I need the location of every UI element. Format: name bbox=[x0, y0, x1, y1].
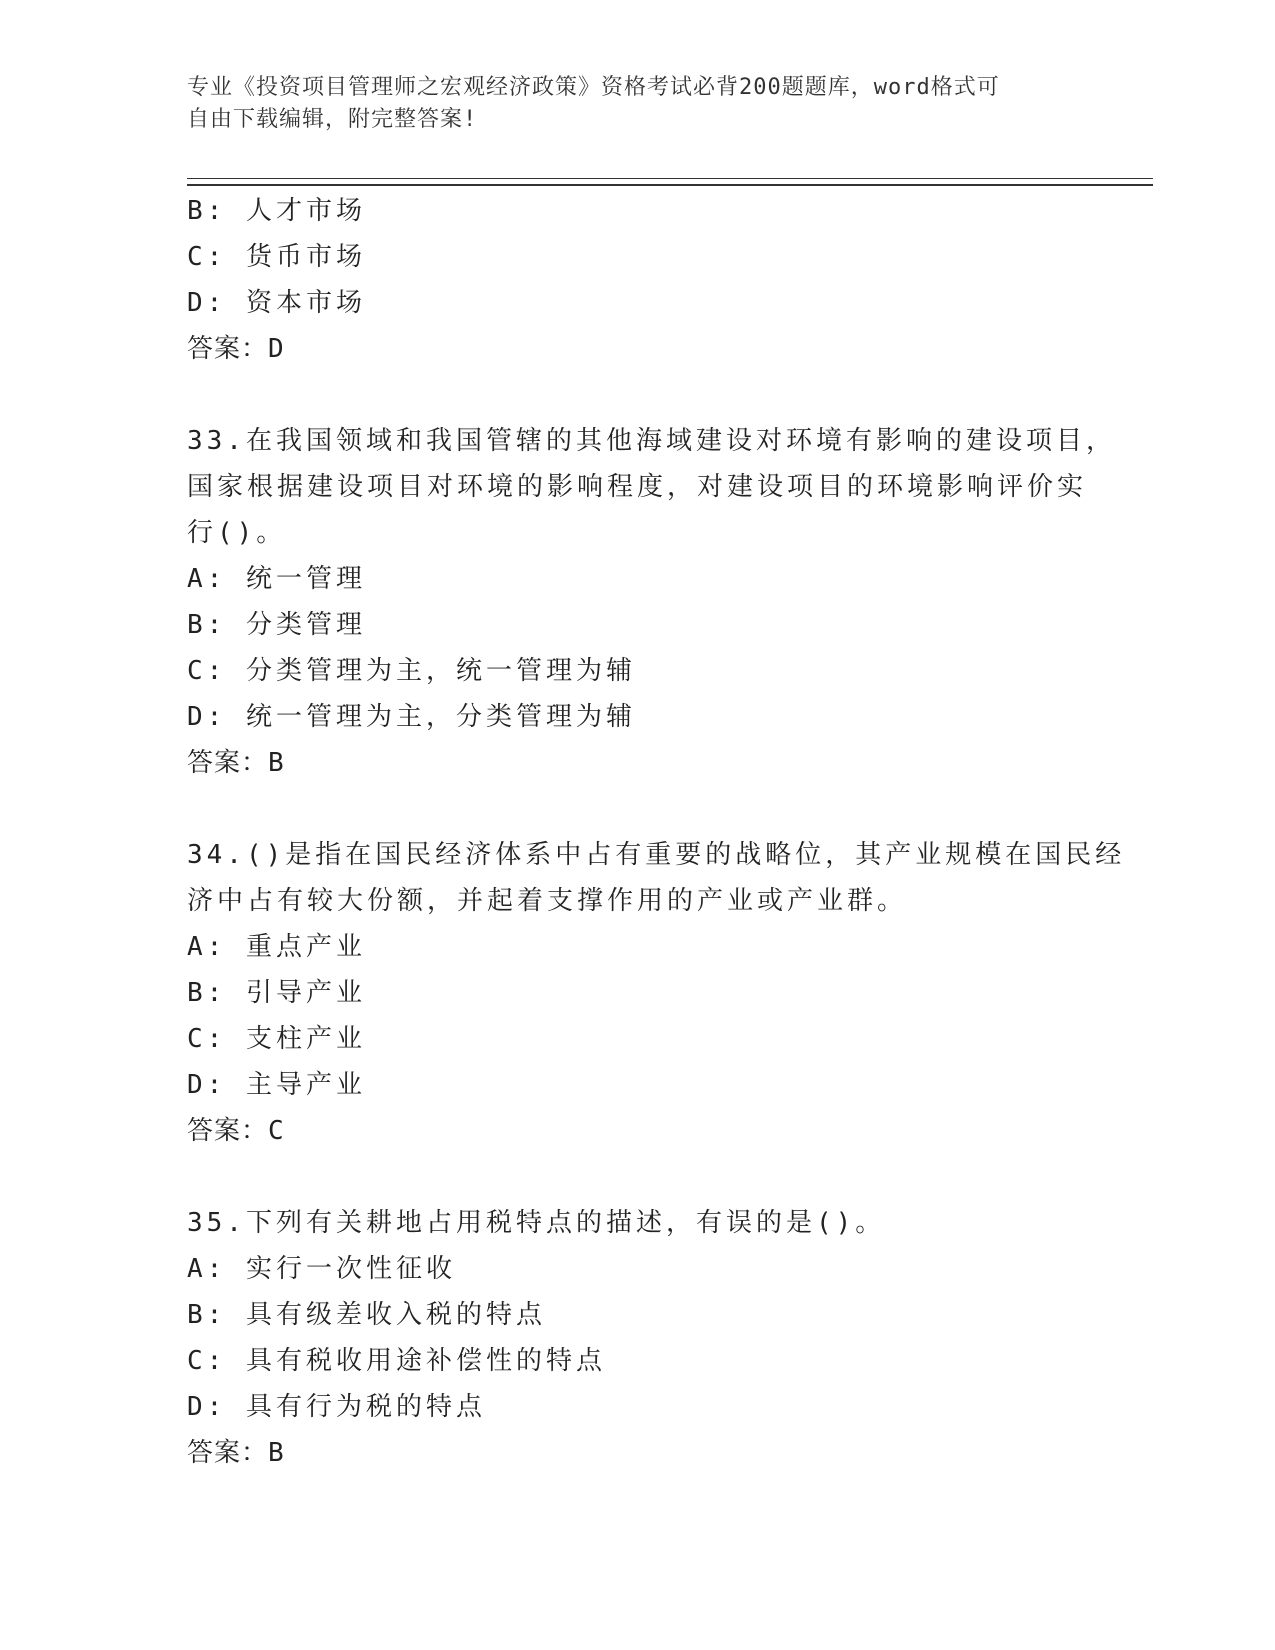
answer: 答案：D bbox=[187, 334, 285, 364]
spacer bbox=[187, 786, 1087, 832]
header-line-1: 专业《投资项目管理师之宏观经济政策》资格考试必背200题题库，word格式可 bbox=[187, 75, 1000, 100]
option-c: C: 分类管理为主，统一管理为辅 bbox=[187, 656, 636, 686]
answer: 答案：B bbox=[187, 748, 285, 778]
option-b: B: 分类管理 bbox=[187, 610, 366, 640]
question-stem-line: 33.在我国领域和我国管辖的其他海域建设对环境有影响的建设项目， bbox=[187, 426, 1116, 456]
question-32 bbox=[187, 188, 1087, 372]
option-d: D: 资本市场 bbox=[187, 288, 366, 318]
header-divider bbox=[187, 178, 1153, 186]
option-c: C: 具有税收用途补偿性的特点 bbox=[187, 1346, 606, 1376]
header-line-2: 自由下载编辑，附完整答案! bbox=[187, 107, 478, 132]
question-35 bbox=[187, 1200, 1087, 1476]
option-c: C: 支柱产业 bbox=[187, 1024, 366, 1054]
question-stem-line: 35.下列有关耕地占用税特点的描述，有误的是()。 bbox=[187, 1208, 886, 1238]
option-a: A: 统一管理 bbox=[187, 564, 366, 594]
spacer bbox=[187, 1154, 1087, 1200]
spacer bbox=[187, 372, 1087, 418]
question-stem-line: 34.()是指在国民经济体系中占有重要的战略位，其产业规模在国民经 bbox=[187, 840, 1126, 870]
option-b: B: 引导产业 bbox=[187, 978, 366, 1008]
question-list bbox=[187, 188, 1126, 1476]
page-header bbox=[187, 72, 1067, 136]
option-b: B: 具有级差收入税的特点 bbox=[187, 1300, 546, 1330]
option-d: D: 具有行为税的特点 bbox=[187, 1392, 486, 1422]
option-d: D: 统一管理为主，分类管理为辅 bbox=[187, 702, 636, 732]
answer: 答案：B bbox=[187, 1438, 285, 1468]
option-d: D: 主导产业 bbox=[187, 1070, 366, 1100]
option-c: C: 货币市场 bbox=[187, 242, 366, 272]
option-a: A: 实行一次性征收 bbox=[187, 1254, 456, 1284]
question-stem-line: 济中占有较大份额，并起着支撑作用的产业或产业群。 bbox=[187, 886, 908, 916]
option-b: B: 人才市场 bbox=[187, 196, 366, 226]
question-34 bbox=[187, 832, 1126, 1154]
option-a: A: 重点产业 bbox=[187, 932, 366, 962]
question-stem-line: 国家根据建设项目对环境的影响程度，对建设项目的环境影响评价实 bbox=[187, 472, 1088, 502]
answer: 答案：C bbox=[187, 1116, 285, 1146]
question-33 bbox=[187, 418, 1116, 786]
question-stem-line: 行()。 bbox=[187, 518, 287, 548]
